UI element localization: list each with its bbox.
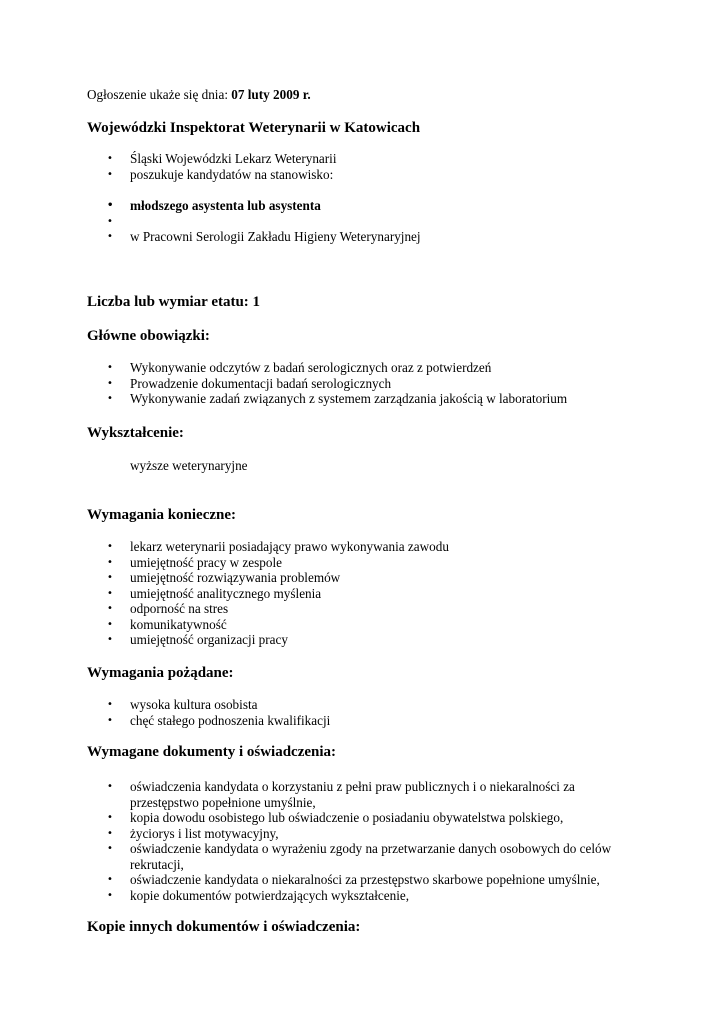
intro-list xyxy=(87,151,337,182)
other-documents-heading: Kopie innych dokumentów i oświadczenia: xyxy=(87,919,361,935)
list-item: • Prowadzenie dokumentacji badań serologicznych xyxy=(87,376,567,392)
list-item: • wysoka kultura osobista xyxy=(87,697,330,713)
desired-list xyxy=(87,697,330,728)
announcement-label: Ogłoszenie ukaże się dnia: xyxy=(87,87,228,102)
list-item: • młodszego asystenta lub asystenta xyxy=(87,198,421,214)
list-item: • umiejętność rozwiązywania problemów xyxy=(87,570,449,586)
list-item: • kopia dowodu osobistego lub oświadczenie o posiadaniu obywatelstwa polskiego, xyxy=(87,810,647,826)
organization-heading: Wojewódzki Inspektorat Weterynarii w Katowicach xyxy=(87,120,421,136)
etat-heading: Liczba lub wymiar etatu: 1 xyxy=(87,294,261,310)
position-list xyxy=(87,198,421,245)
list-item: • życiorys i list motywacyjny, xyxy=(87,826,647,842)
list-item: • umiejętność analitycznego myślenia xyxy=(87,586,449,602)
announcement-line xyxy=(87,87,311,103)
list-item: • Wykonywanie zadań związanych z systemem zarządzania jakością w laboratorium xyxy=(87,391,567,407)
education-heading: Wykształcenie: xyxy=(87,425,184,441)
list-item: • w Pracowni Serologii Zakładu Higieny Weterynaryjnej xyxy=(87,229,421,245)
list-item: • lekarz weterynarii posiadający prawo wykonywania zawodu xyxy=(87,539,449,555)
announcement-date: 07 luty 2009 r. xyxy=(231,87,311,102)
documents-list xyxy=(87,779,647,903)
list-item: • kopie dokumentów potwierdzających wykształcenie, xyxy=(87,888,647,904)
list-item: • umiejętność pracy w zespole xyxy=(87,555,449,571)
list-item: • Śląski Wojewódzki Lekarz Weterynarii xyxy=(87,151,337,167)
education-value: wyższe weterynaryjne xyxy=(130,458,248,473)
desired-heading: Wymagania pożądane: xyxy=(87,665,234,681)
list-item: • poszukuje kandydatów na stanowisko: xyxy=(87,167,337,183)
list-item: • oświadczenie kandydata o niekaralności za przestępstwo skarbowe popełnione umyślnie, xyxy=(87,872,647,888)
duties-list xyxy=(87,360,567,407)
documents-heading: Wymagane dokumenty i oświadczenia: xyxy=(87,744,337,760)
list-item: • chęć stałego podnoszenia kwalifikacji xyxy=(87,713,330,729)
required-heading: Wymagania konieczne: xyxy=(87,507,237,523)
list-item: • oświadczenie kandydata o wyrażeniu zgody na przetwarzanie danych osobowych do celów rekrutacji, xyxy=(87,841,647,872)
list-item: • odporność na stres xyxy=(87,601,449,617)
list-item: • komunikatywność xyxy=(87,617,449,633)
duties-heading: Główne obowiązki: xyxy=(87,328,210,344)
list-item xyxy=(87,214,421,230)
list-item: • Wykonywanie odczytów z badań serologicznych oraz z potwierdzeń xyxy=(87,360,567,376)
required-list xyxy=(87,539,449,648)
list-item: • umiejętność organizacji pracy xyxy=(87,632,449,648)
list-item: • oświadczenia kandydata o korzystaniu z pełni praw publicznych i o niekaralności za przestępstwo popełnione umyślnie, xyxy=(87,779,647,810)
